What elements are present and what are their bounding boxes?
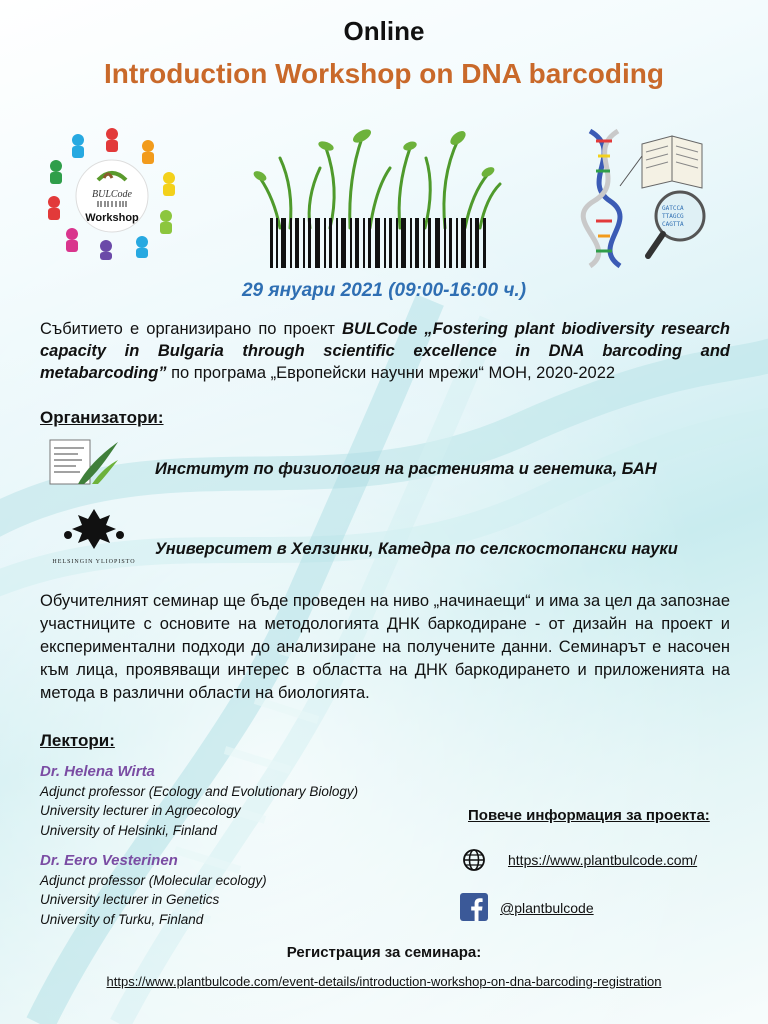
lecturer-title: Adjunct professor (Molecular ecology) <box>40 872 267 888</box>
facebook-link[interactable]: @plantbulcode <box>500 900 594 916</box>
lecturer-affiliation: University of Helsinki, Finland <box>40 822 218 838</box>
workshop-description: Обучителният семинар ще бъде проведен на ниво „начинаещи“ и има за цел да запознае участниците с основите на методологията ДНК баркодиране - от дизайн на проект и експериментални подходи до анализиране на получените данни. Семинарът е насочен към лица, проявяващи интерес в областта на ДНК баркодирането и приложенията на метода в различни области на биологията. <box>40 592 730 702</box>
helsinki-logo-caption: HELSINGIN YLIOPISTO <box>52 559 136 565</box>
svg-text:TTAGCG: TTAGCG <box>662 213 684 220</box>
facebook-icon[interactable] <box>460 893 488 921</box>
lecturers-heading: Лектори: <box>40 731 115 750</box>
intro-text-start: Събитието е организирано по проект <box>40 320 343 338</box>
magnifier-icon <box>648 192 704 256</box>
lecturer-position: University lecturer in Genetics <box>40 892 220 907</box>
header-title: Introduction Workshop on DNA barcoding <box>104 58 664 89</box>
event-date: 29 януари 2021 (09:00-16:00 ч.) <box>241 280 527 301</box>
helsinki-university-logo-icon <box>44 505 144 567</box>
lecturer-name: Dr. Helena Wirta <box>40 763 155 780</box>
logo-badge-text: Workshop <box>85 212 139 224</box>
globe-icon <box>462 848 486 872</box>
registration-heading: Регистрация за семинара: <box>286 944 482 961</box>
registration-link[interactable]: https://www.plantbulcode.com/event-details/introduction-workshop-on-dna-barcoding-registration <box>106 974 662 989</box>
header-online: Online <box>343 16 425 46</box>
organizer-helsinki: Университет в Хелзинки, Катедра по селскостопански науки <box>155 540 678 558</box>
dna-helix-icon <box>583 131 620 266</box>
lecturer-name: Dr. Eero Vesterinen <box>40 852 178 869</box>
logo-brand-text: BULCode <box>92 189 132 200</box>
project-name: BULCode „Fostering plant biodiversity research capacity in Bulgaria through scientific excellence in DNA barcoding and metabarcoding” <box>40 320 730 382</box>
lecturer-card <box>40 762 358 840</box>
lecturer-position: University lecturer in Agroecology <box>40 803 241 818</box>
lecturer-card <box>40 851 267 929</box>
ipbg-leaf-logo-icon <box>48 436 120 488</box>
open-book-icon <box>642 136 702 188</box>
lecturer-title: Adjunct professor (Ecology and Evolutionary Biology) <box>40 783 359 799</box>
intro-text-end: по програма „Европейски научни мрежи“ МОН, 2020-2022 <box>166 364 616 382</box>
svg-text:GATCCA: GATCCA <box>662 205 684 212</box>
organizers-heading: Организатори: <box>40 408 164 427</box>
lecturer-affiliation: University of Turku, Finland <box>40 911 204 927</box>
intro-paragraph <box>40 318 730 384</box>
more-info-heading: Повече информация за проекта: <box>468 807 710 824</box>
dna-book-magnifier-illustration <box>580 126 730 271</box>
barcode-plants-illustration <box>250 118 510 273</box>
bulcode-workshop-logo <box>42 122 182 262</box>
organizer-ipbg: Институт по физиология на растенията и генетика, БАН <box>155 460 657 478</box>
website-link[interactable]: https://www.plantbulcode.com/ <box>508 852 698 868</box>
svg-text:CAGTTA: CAGTTA <box>662 221 684 228</box>
